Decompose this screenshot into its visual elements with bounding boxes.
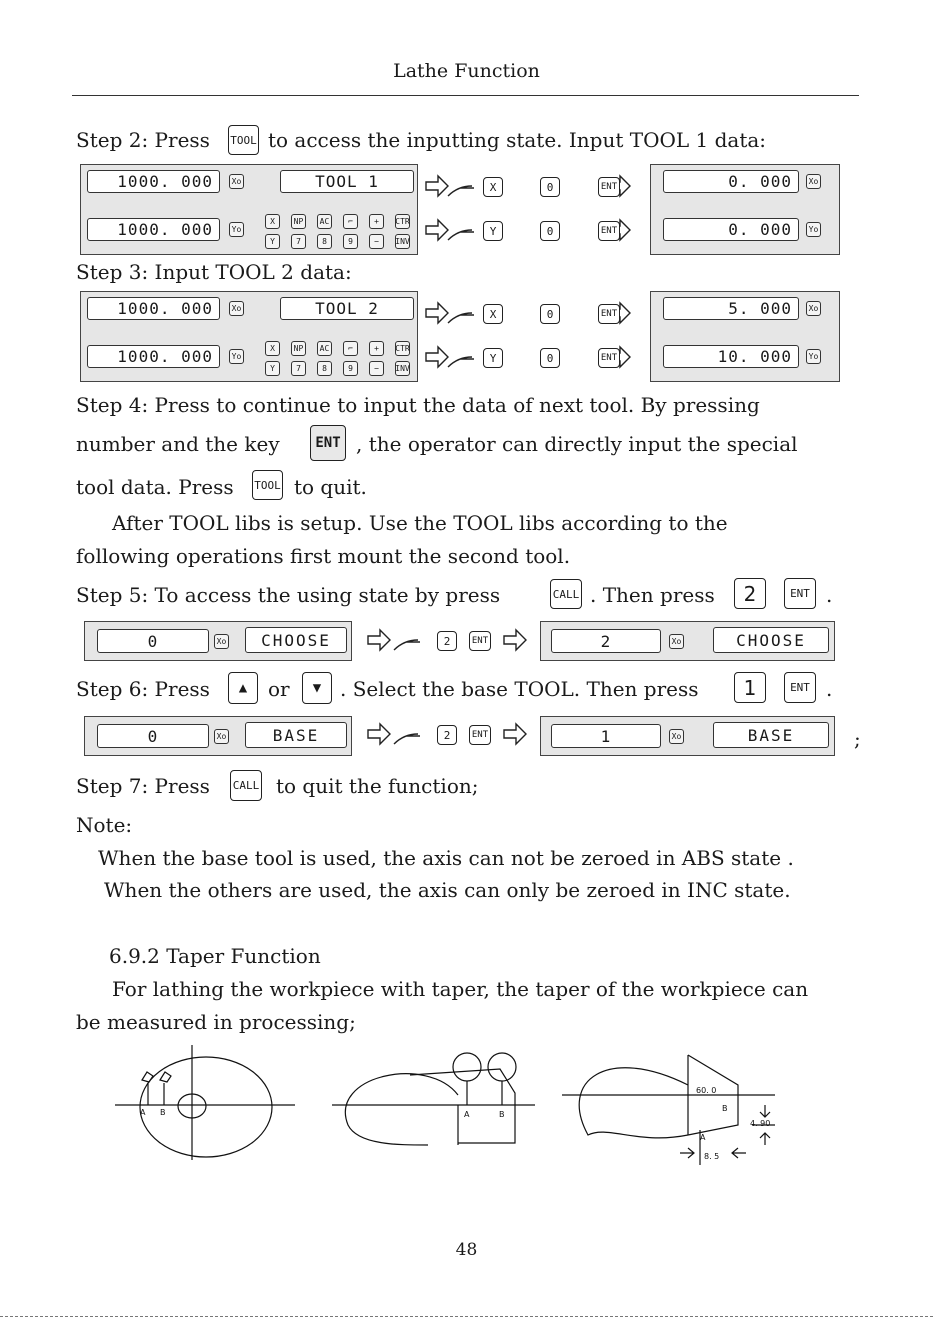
pad-key: 7 (291, 361, 306, 376)
ent-key-icon: ENT (310, 425, 346, 461)
step6-text-d: . (826, 677, 833, 701)
ent-key-icon: ENT (469, 631, 491, 651)
pad-key: Y (265, 234, 280, 249)
zero-key-icon: 0 (540, 348, 560, 368)
dro-panel-choose (84, 621, 352, 661)
lcd-value: 0 (97, 629, 209, 653)
dro-result-1 (650, 164, 840, 255)
xo-key: Xo (214, 729, 229, 744)
two-key-icon: 2 (437, 725, 457, 745)
tool-key-icon: TOOL (228, 125, 259, 155)
lcd-label: BASE (245, 722, 347, 748)
pad-key: Y (265, 361, 280, 376)
lcd-y-result: 10. 000 (663, 345, 799, 368)
y-key-icon: Y (483, 221, 503, 241)
label-b: B (160, 1108, 166, 1117)
step6-text-a: Step 6: Press (76, 677, 210, 701)
pad-key: CTR (395, 214, 410, 229)
dim-angle: 60. 0 (696, 1086, 717, 1095)
lcd-y: 1000. 000 (87, 218, 220, 241)
pad-key: 8 (317, 361, 332, 376)
lcd-value: 1 (551, 724, 661, 748)
note-line2: When the others are used, the axis can only be zeroed in INC state. (104, 878, 791, 902)
zero-key-icon: 0 (540, 304, 560, 324)
page-header: Lathe Function (393, 60, 540, 82)
call-key-icon: CALL (230, 770, 262, 801)
xo-key: Xo (229, 174, 244, 189)
tool-key-icon: TOOL (252, 470, 283, 500)
step4-line3b: to quit. (294, 475, 367, 499)
xo-key: Xo (214, 634, 229, 649)
lcd-label: TOOL 2 (280, 297, 414, 320)
step5-text-a: Step 5: To access the using state by press (76, 583, 501, 607)
label-a: A (464, 1110, 470, 1119)
lcd-x: 1000. 000 (87, 170, 220, 193)
pad-key: AC (317, 214, 332, 229)
step6-semicolon: ; (854, 727, 861, 751)
para-line1: After TOOL libs is setup. Use the TOOL libs according to the (112, 511, 728, 535)
step6-text-b: or (268, 677, 290, 701)
dro-result-2 (650, 291, 840, 382)
label-a: A (700, 1133, 706, 1142)
dro-result-choose (540, 621, 835, 661)
lcd-x-result: 0. 000 (663, 170, 799, 193)
pad-key: 9 (343, 234, 358, 249)
pad-key: X (265, 214, 280, 229)
yo-key: Yo (229, 222, 244, 237)
lcd-x: 1000. 000 (87, 297, 220, 320)
step5-text-b: . Then press (590, 583, 715, 607)
xo-key: Xo (669, 634, 684, 649)
dro-panel-2 (80, 291, 418, 382)
yo-key: Yo (806, 222, 821, 237)
taper-figures (110, 1045, 790, 1170)
lcd-y: 1000. 000 (87, 345, 220, 368)
lcd-label: CHOOSE (245, 627, 347, 653)
ent-key-icon: ENT (598, 177, 620, 197)
taper-line2: be measured in processing; (76, 1010, 356, 1034)
label-b: B (722, 1104, 728, 1113)
dro-panel-1 (80, 164, 418, 255)
label-b: B (499, 1110, 505, 1119)
step4-line2a: number and the key (76, 432, 280, 456)
zero-key-icon: 0 (540, 177, 560, 197)
dro-result-base (540, 716, 835, 756)
step6-text-c: . Select the base TOOL. Then press (340, 677, 699, 701)
pad-key: INV (395, 361, 410, 376)
lcd-value: 0 (97, 724, 209, 748)
lcd-label: CHOOSE (713, 627, 829, 653)
note-line1: When the base tool is used, the axis can not be zeroed in ABS state . (98, 846, 794, 870)
ent-key-icon: ENT (598, 348, 620, 368)
pad-key: ⌐ (343, 341, 358, 356)
xo-key: Xo (229, 301, 244, 316)
step4-line2b: , the operator can directly input the special (356, 432, 798, 456)
down-key-icon: ▼ (302, 672, 332, 704)
ent-key-icon: ENT (469, 725, 491, 745)
dim-width: 8. 5 (704, 1152, 720, 1161)
xo-key: Xo (806, 174, 821, 189)
pad-key: 8 (317, 234, 332, 249)
zero-key-icon: 0 (540, 221, 560, 241)
dim-height: 4. 90 (750, 1119, 771, 1128)
pad-key: X (265, 341, 280, 356)
lcd-y-result: 0. 000 (663, 218, 799, 241)
ent-key-icon: ENT (784, 672, 816, 703)
pad-key: − (369, 234, 384, 249)
two-key-icon: 2 (734, 578, 766, 609)
note-label: Note: (76, 813, 133, 837)
taper-line1: For lathing the workpiece with taper, the taper of the workpiece can (112, 977, 809, 1001)
pad-key: INV (395, 234, 410, 249)
step7-text-a: Step 7: Press (76, 774, 210, 798)
ent-key-icon: ENT (598, 304, 620, 324)
x-key-icon: X (483, 177, 503, 197)
label-a: A (140, 1108, 146, 1117)
lcd-x-result: 5. 000 (663, 297, 799, 320)
pad-key: CTR (395, 341, 410, 356)
page-number: 48 (455, 1240, 478, 1260)
xo-key: Xo (669, 729, 684, 744)
call-key-icon: CALL (550, 579, 582, 609)
yo-key: Yo (806, 349, 821, 364)
para-line2: following operations first mount the second tool. (76, 544, 571, 568)
y-key-icon: Y (483, 348, 503, 368)
header-rule (72, 95, 859, 96)
one-key-icon: 1 (734, 672, 766, 703)
ent-key-icon: ENT (598, 221, 620, 241)
lcd-value: 2 (551, 629, 661, 653)
lcd-label: TOOL 1 (280, 170, 414, 193)
pad-key: 9 (343, 361, 358, 376)
ent-key-icon: ENT (784, 578, 816, 609)
pad-key: NP (291, 341, 306, 356)
yo-key: Yo (229, 349, 244, 364)
up-key-icon: ▲ (228, 672, 258, 704)
dro-panel-base (84, 716, 352, 756)
pad-key: + (369, 341, 384, 356)
bottom-border (0, 1316, 933, 1317)
pad-key: 7 (291, 234, 306, 249)
section-title: 6.9.2 Taper Function (109, 944, 321, 968)
step4-line1: Step 4: Press to continue to input the data of next tool. By pressing (76, 393, 760, 417)
pad-key: ⌐ (343, 214, 358, 229)
pad-key: − (369, 361, 384, 376)
step2-text-b: to access the inputting state. Input TOOL 1 data: (268, 128, 767, 152)
lcd-label: BASE (713, 722, 829, 748)
step3-text: Step 3: Input TOOL 2 data: (76, 260, 352, 284)
step2-text-a: Step 2: Press (76, 128, 210, 152)
step5-text-c: . (826, 583, 833, 607)
x-key-icon: X (483, 304, 503, 324)
two-key-icon: 2 (437, 631, 457, 651)
pad-key: + (369, 214, 384, 229)
pad-key: NP (291, 214, 306, 229)
step7-text-b: to quit the function; (276, 774, 479, 798)
xo-key: Xo (806, 301, 821, 316)
pad-key: AC (317, 341, 332, 356)
step4-line3a: tool data. Press (76, 475, 234, 499)
